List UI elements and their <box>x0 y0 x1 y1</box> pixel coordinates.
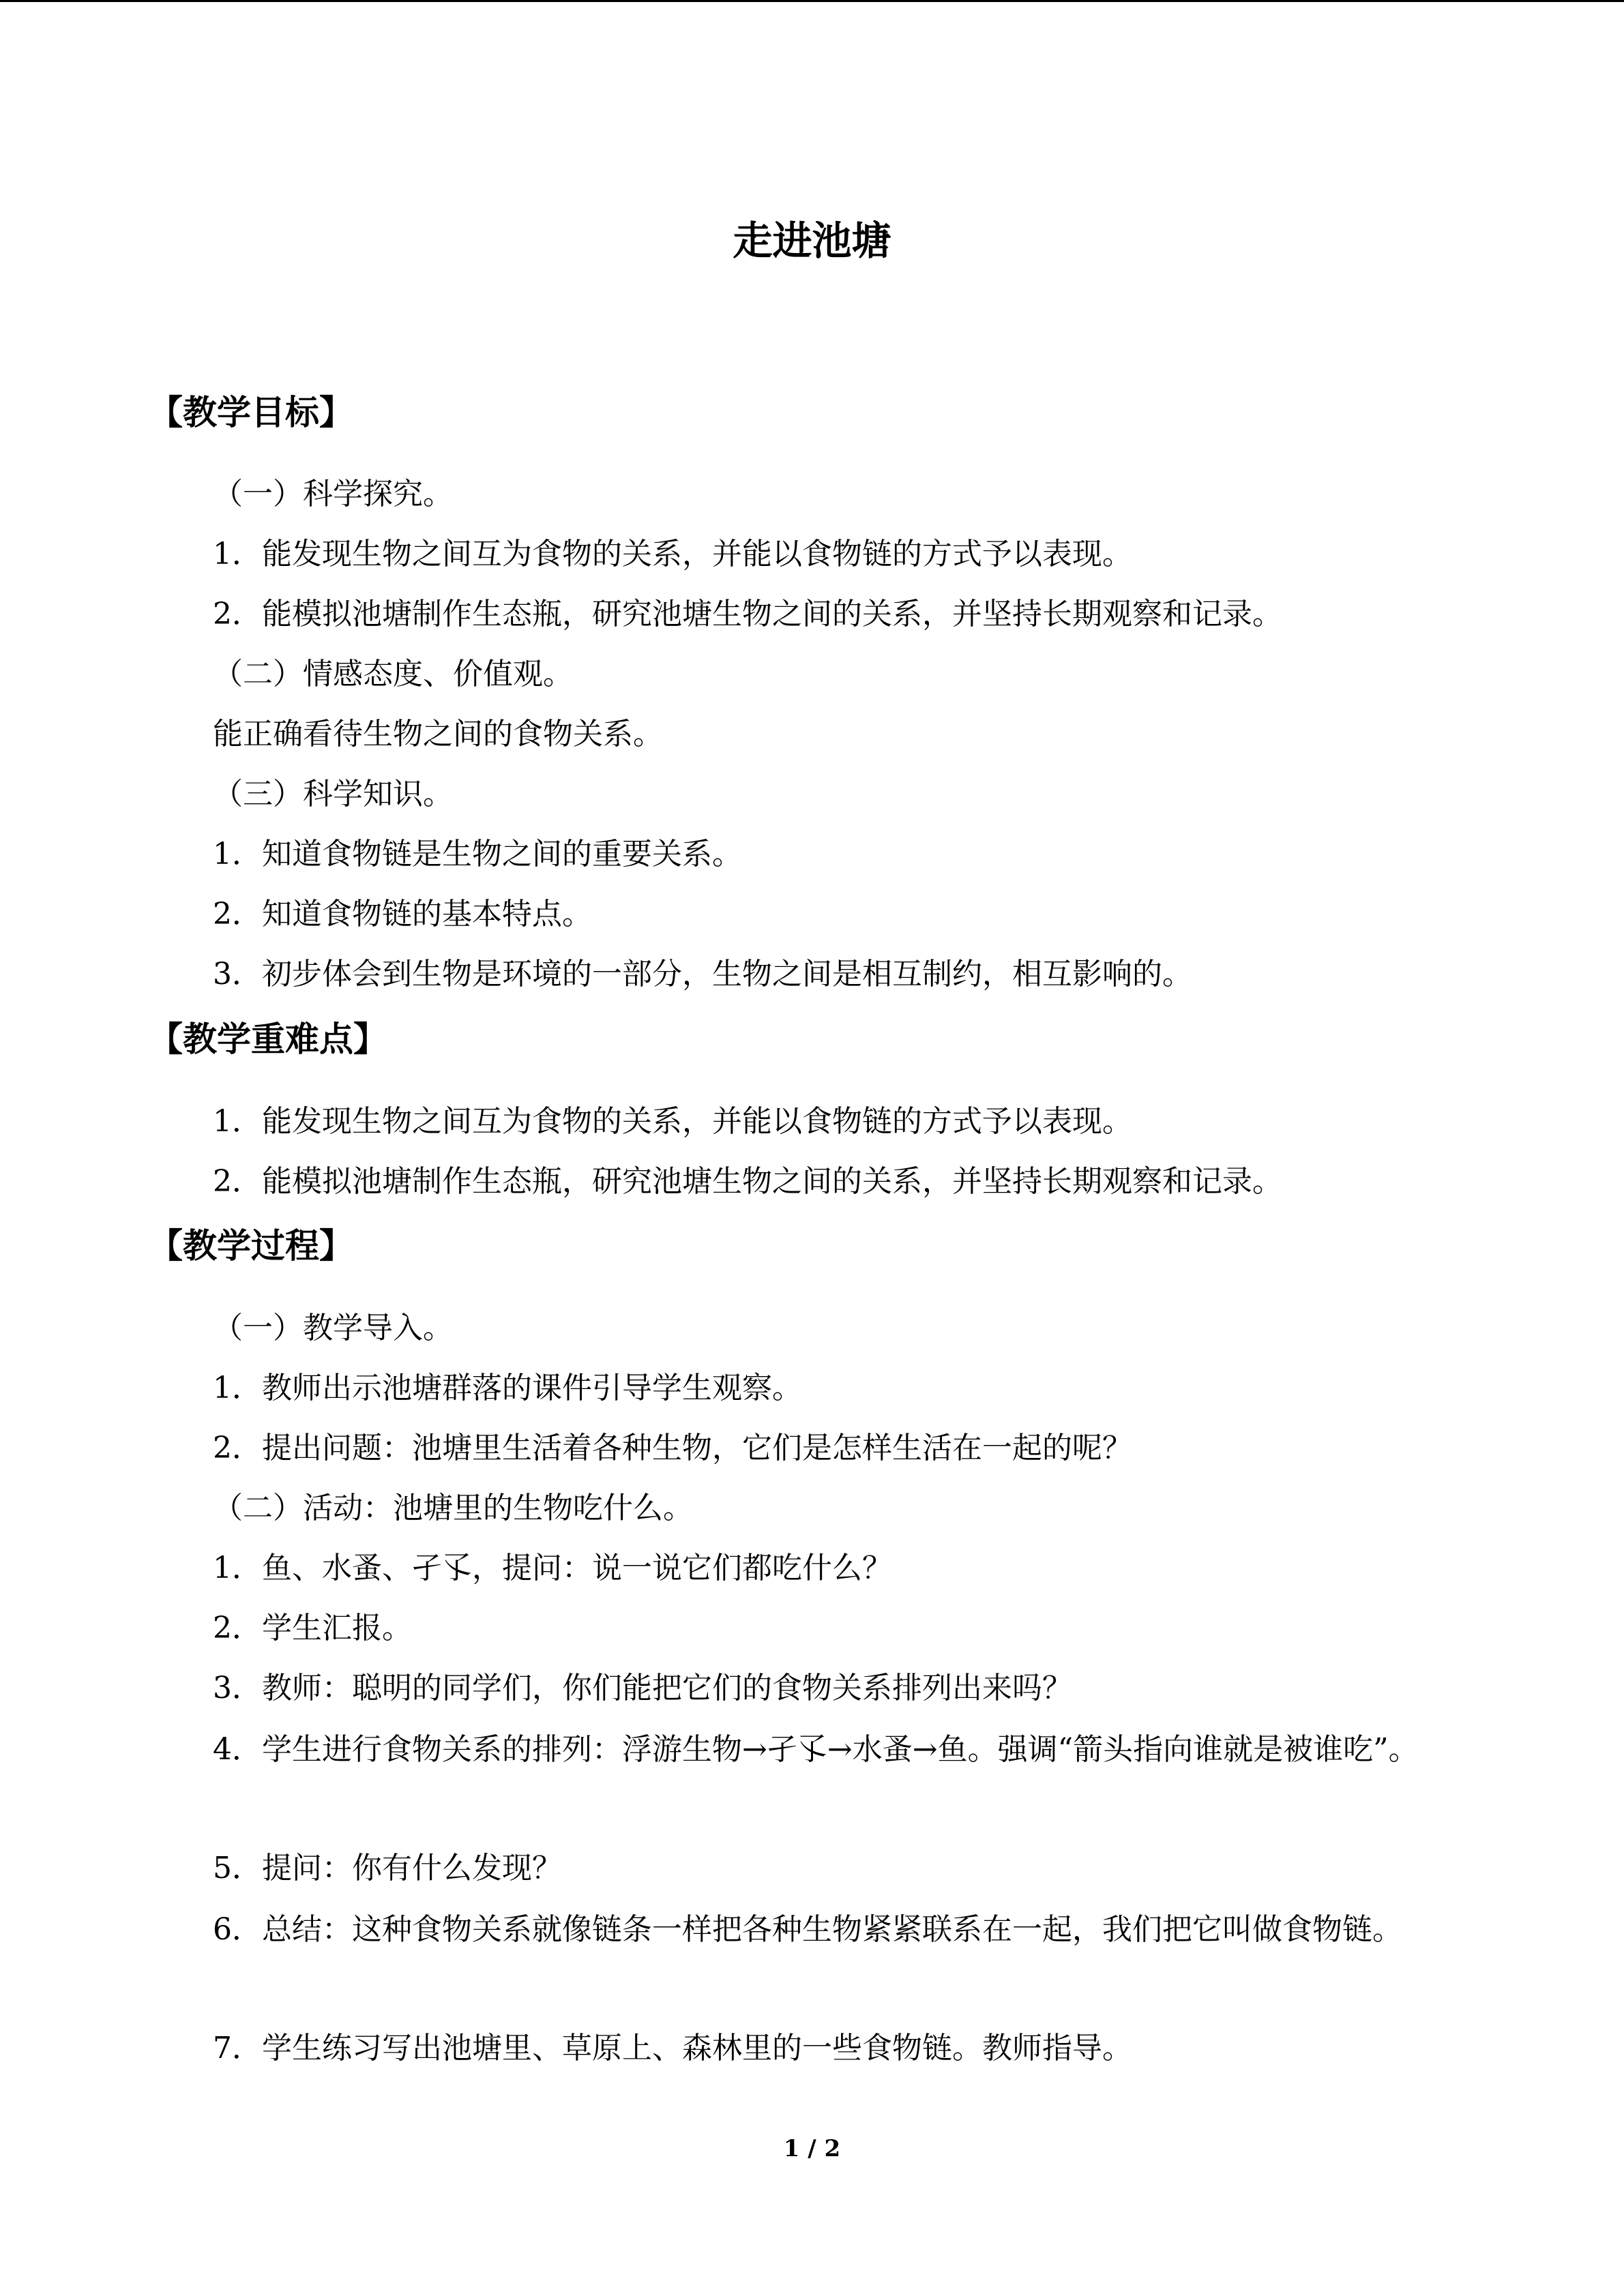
key-points-line: 2．能模拟池塘制作生态瓶，研究池塘生物之间的关系，并坚持长期观察和记录。 <box>213 1164 1282 1199</box>
section-heading-process: 【教学过程】 <box>149 1226 353 1266</box>
section-heading-key-points: 【教学重难点】 <box>149 1019 387 1059</box>
page-number: 1 / 2 <box>783 2135 841 2162</box>
process-line: 2．提出问题：池塘里生活着各种生物，它们是怎样生活在一起的呢？ <box>213 1431 1132 1465</box>
process-line: 1．教师出示池塘群落的课件引导学生观察。 <box>213 1371 802 1405</box>
goals-line: （三）科学知识。 <box>213 777 453 811</box>
process-line: 3．教师：聪明的同学们，你们能把它们的食物关系排列出来吗？ <box>213 1671 1072 1705</box>
goals-line: （一）科学探究。 <box>213 477 453 511</box>
goals-line: 2．知道食物链的基本特点。 <box>213 897 592 931</box>
process-line: 5．提问：你有什么发现？ <box>213 1851 562 1885</box>
process-line: 7．学生练习写出池塘里、草原上、森林里的一些食物链。教师指导。 <box>213 2031 1132 2066</box>
process-paragraph: 4．学生进行食物关系的排列：浮游生物→孑孓→水蚤→鱼。强调“箭头指向谁就是被谁吃”。 <box>213 1732 1419 1767</box>
goals-line: （二）情感态度、价值观。 <box>213 657 573 691</box>
process-line: （二）活动：池塘里的生物吃什么。 <box>213 1491 693 1525</box>
goals-line: 3．初步体会到生物是环境的一部分，生物之间是相互制约，相互影响的。 <box>213 957 1192 992</box>
goals-line: 2．能模拟池塘制作生态瓶，研究池塘生物之间的关系，并坚持长期观察和记录。 <box>213 597 1282 631</box>
process-paragraph: 6．总结：这种食物关系就像链条一样把各种生物紧紧联系在一起，我们把它叫做食物链。 <box>213 1912 1402 1947</box>
process-line: 2．学生汇报。 <box>213 1611 412 1645</box>
key-points-line: 1．能发现生物之间互为食物的关系，并能以食物链的方式予以表现。 <box>213 1104 1132 1139</box>
process-line: （一）教学导入。 <box>213 1311 453 1345</box>
goals-line: 1．能发现生物之间互为食物的关系，并能以食物链的方式予以表现。 <box>213 537 1132 571</box>
section-heading-goals: 【教学目标】 <box>149 393 353 432</box>
goals-line: 能正确看待生物之间的食物关系。 <box>213 717 663 751</box>
process-line: 1．鱼、水蚤、孑孓，提问：说一说它们都吃什么？ <box>213 1551 892 1585</box>
goals-line: 1．知道食物链是生物之间的重要关系。 <box>213 837 742 871</box>
document-title: 走进池塘 <box>733 218 891 264</box>
